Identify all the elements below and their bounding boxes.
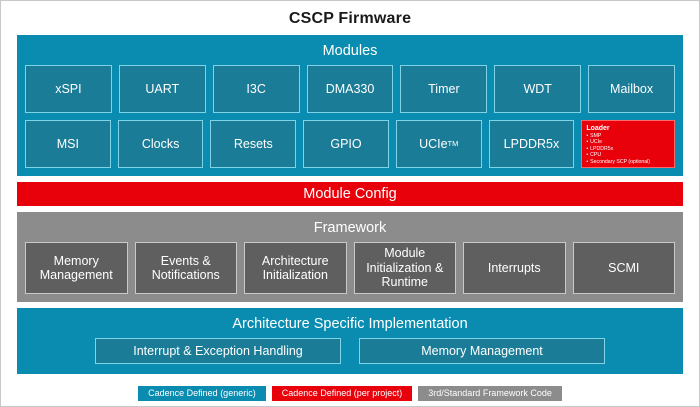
legend-item-third-party: 3rd/Standard Framework Code [418,386,562,401]
legend [1,386,699,401]
architecture-heading: Architecture Specific Implementation [232,316,468,332]
architecture-block [17,308,683,374]
module-msi[interactable]: MSI [25,120,111,168]
legend-item-cadence-per-project: Cadence Defined (per project) [272,386,413,401]
module-uart[interactable]: UART [119,65,206,113]
framework-row [25,242,675,294]
framework-events-notifications[interactable]: Events & Notifications [135,242,238,294]
architecture-row [25,338,675,364]
module-ucie-label: UCIe [419,137,448,151]
module-i3c[interactable]: I3C [213,65,300,113]
module-xspi[interactable]: xSPI [25,65,112,113]
module-timer[interactable]: Timer [400,65,487,113]
framework-block [17,212,683,302]
module-gpio[interactable]: GPIO [303,120,389,168]
legend-item-cadence-generic: Cadence Defined (generic) [138,386,266,401]
architecture-memory-management[interactable]: Memory Management [359,338,605,364]
framework-scmi[interactable]: SCMI [573,242,676,294]
module-ucie[interactable]: UCIe TM [396,120,482,168]
loader-item: • LPDDR5x [586,146,670,152]
page-title: CSCP Firmware [288,10,412,27]
loader-item: • CPU [586,152,670,158]
loader-item: • UCIe [586,139,670,145]
module-mailbox[interactable]: Mailbox [588,65,675,113]
framework-module-initialization-runtime[interactable]: Module Initialization & Runtime [354,242,457,294]
framework-heading: Framework [313,220,387,236]
framework-memory-management[interactable]: Memory Management [25,242,128,294]
module-dma330[interactable]: DMA330 [307,65,394,113]
module-lpddr5x[interactable]: LPDDR5x [489,120,575,168]
module-clocks[interactable]: Clocks [118,120,204,168]
loader-title: Loader [586,125,610,132]
loader-item: • Secondary SCP (optional) [586,159,670,165]
diagram-stack [1,35,699,374]
modules-row-2 [25,120,675,168]
architecture-interrupt-exception-handling[interactable]: Interrupt & Exception Handling [95,338,341,364]
module-resets[interactable]: Resets [210,120,296,168]
module-loader[interactable] [581,120,675,168]
loader-item: • SMP [586,133,670,139]
module-config-bar[interactable]: Module Config [17,182,683,206]
modules-heading: Modules [322,43,378,59]
module-wdt[interactable]: WDT [494,65,581,113]
modules-row-1 [25,65,675,113]
loader-list [586,133,670,165]
modules-block [17,35,683,176]
framework-interrupts[interactable]: Interrupts [463,242,566,294]
framework-architecture-initialization[interactable]: Architecture Initialization [244,242,347,294]
